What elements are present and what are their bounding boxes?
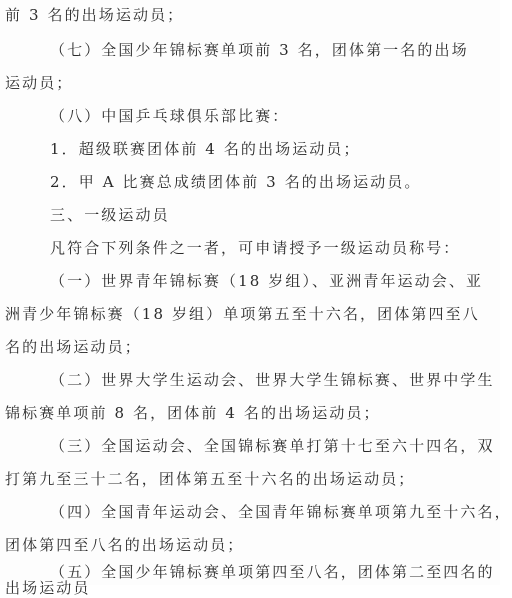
text-line-14: （三）全国运动会、全国锦标赛单打第十七至六十四名，双 [50, 437, 495, 455]
text-line-17: 团体第四至八名的出场运动员； [5, 536, 245, 554]
text-line-3: 运动员； [5, 74, 74, 92]
text-line-15: 打第九至三十二名，团体第五至十六名的出场运动员； [5, 470, 416, 488]
text-line-4: （八）中国乒乓球俱乐部比赛： [50, 107, 290, 125]
text-line-9: （一）世界青年锦标赛（18 岁组）、亚洲青年运动会、亚 [50, 272, 484, 290]
text-line-11: 名的出场运动员； [5, 338, 142, 356]
text-line-18: （五）全国少年锦标赛单项第四至八名，团体第二至四名的 [50, 563, 495, 581]
text-line-10: 洲青少年锦标赛（18 岁组）单项第五至十六名，团体第四至八 [5, 305, 480, 323]
text-line-16: （四）全国青年运动会、全国青年锦标赛单项第九至十六名， [50, 503, 512, 521]
text-line-19: 出场运动员 [5, 579, 91, 597]
text-line-1: 前 3 名的出场运动员； [5, 6, 185, 24]
text-line-12: （二）世界大学生运动会、世界大学生锦标赛、世界中学生 [50, 371, 495, 389]
text-line-5: 1．超级联赛团体前 4 名的出场运动员； [50, 140, 361, 158]
text-line-13: 锦标赛单项前 8 名，团体前 4 名的出场运动员； [5, 404, 381, 422]
section-heading: 三、一级运动员 [50, 206, 170, 224]
text-line-2: （七）全国少年锦标赛单项前 3 名，团体第一名的出场 [50, 41, 469, 59]
text-line-8: 凡符合下列条件之一者，可申请授予一级运动员称号： [50, 239, 461, 257]
text-line-6: 2．甲 A 比赛总成绩团体前 3 名的出场运动员。 [50, 173, 422, 191]
